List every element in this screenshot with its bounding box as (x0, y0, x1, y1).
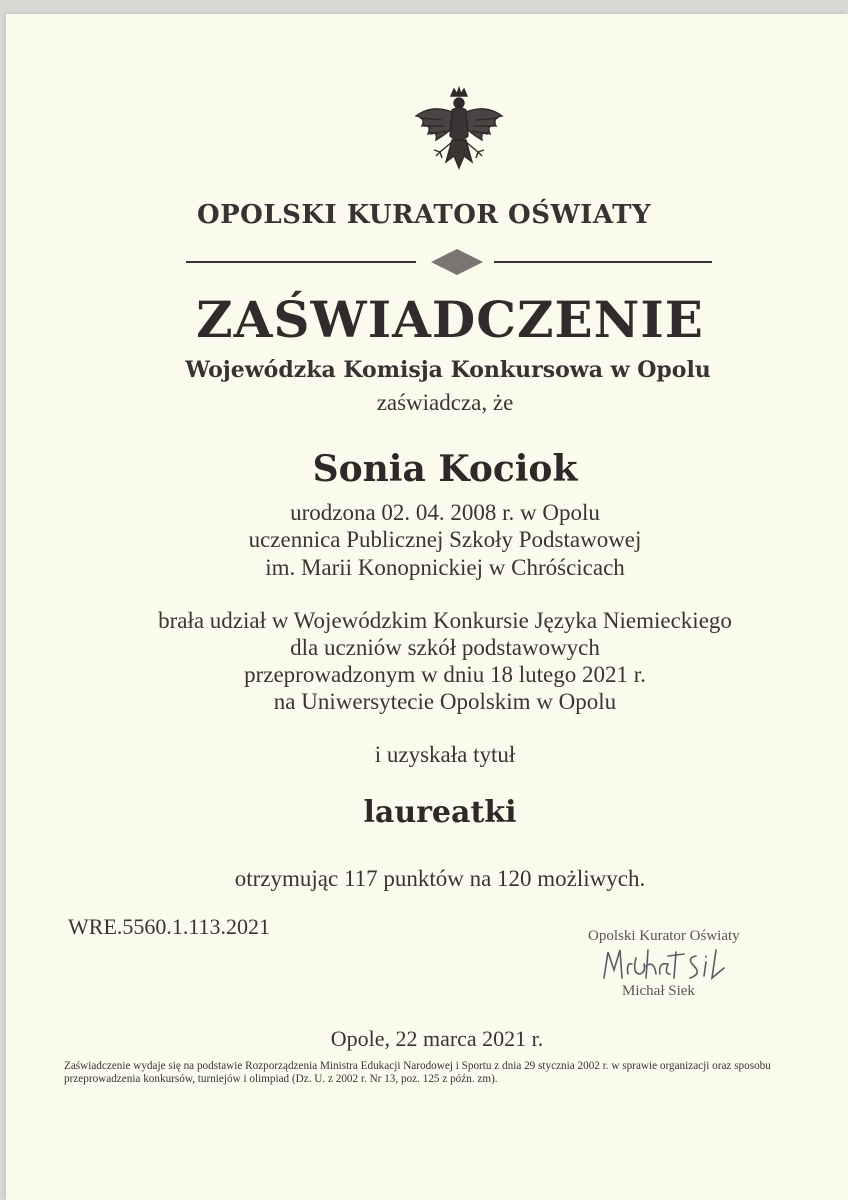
recipient-name: Sonia Kociok (312, 448, 578, 490)
issuing-authority: OPOLSKI KURATOR OŚWIATY (196, 200, 652, 230)
certifies-text: zaświadcza, że (376, 390, 514, 415)
award-title: laureatki (363, 795, 517, 830)
document-title: ZAŚWIADCZENIE (196, 290, 704, 349)
school-line-1: uczennica Publicznej Szkoły Podstawowej (248, 527, 642, 552)
reference-number: WRE.5560.1.113.2021 (68, 914, 271, 939)
handwritten-signature (598, 944, 738, 986)
polish-eagle-icon (412, 86, 506, 178)
place-and-date: Opole, 22 marca 2021 r. (330, 1026, 544, 1051)
right-divider-line (494, 261, 712, 263)
legal-footnote: Zaświadczenie wydaje się na podstawie Rozporządzenia Ministra Edukacji Narodowej i Sportu z dnia 29 stycznia 2002 r. w sprawie organizacji oraz sposobu przeprowadzenia konkursów, turniejów i olimpiad (Dz. U. z 2002 r. Nr 13, poz. 125 z późn. zm). (64, 1060, 771, 1085)
participation-line-1: brała udział w Wojewódzkim Konkursie Języka Niemieckiego (158, 608, 732, 633)
score-text: otrzymując 117 punktów na 120 możliwych. (234, 866, 646, 891)
signatory-name: Michał Siek (622, 983, 695, 999)
participation-line-4: na Uniwersytecie Opolskim w Opolu (273, 689, 617, 714)
participation-line-3: przeprowadzonym w dniu 18 lutego 2021 r. (244, 662, 646, 687)
signature-title: Opolski Kurator Oświaty (588, 928, 740, 944)
certificate-sheet (6, 14, 848, 1200)
participation-line-2: dla uczniów szkół podstawowych (290, 635, 600, 660)
committee-name: Wojewódzka Komisja Konkursowa w Opolu (185, 357, 711, 383)
obtained-text: i uzyskała tytuł (374, 742, 516, 767)
school-line-2: im. Marii Konopnickiej w Chróścicach (265, 555, 625, 580)
diamond-ornament (431, 249, 483, 275)
left-divider-line (186, 261, 416, 263)
birth-details: urodzona 02. 04. 2008 r. w Opolu (290, 500, 600, 525)
